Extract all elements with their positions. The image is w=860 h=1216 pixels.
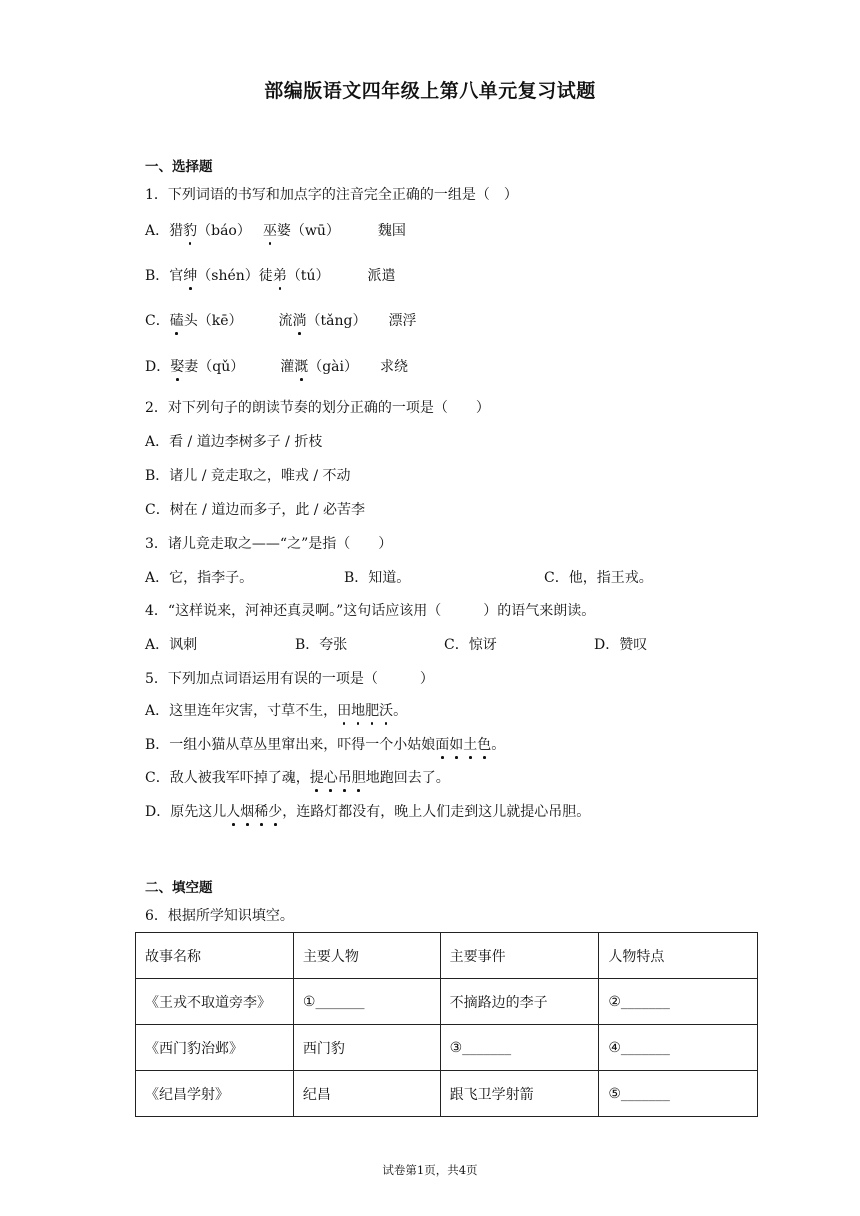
question-3-options bbox=[145, 569, 653, 587]
dotted-char: 弟 bbox=[272, 268, 287, 284]
option-text: 流 bbox=[278, 313, 293, 329]
question-5-option-c bbox=[145, 769, 450, 787]
dotted-char: 少 bbox=[268, 804, 283, 820]
option-text: 漂浮 bbox=[388, 313, 417, 329]
option-text: 。 bbox=[393, 703, 408, 719]
dotted-char: 土 bbox=[463, 737, 478, 753]
dotted-char: 田 bbox=[337, 703, 352, 719]
question-3-option-a: A．它，指李子。 bbox=[145, 570, 254, 586]
dotted-char: 面 bbox=[435, 737, 450, 753]
question-5-stem: 5．下列加点词语运用有误的一项是（ ） bbox=[145, 671, 434, 687]
question-1-option-a bbox=[145, 222, 406, 240]
table-cell: 《纪昌学射》 bbox=[136, 1071, 294, 1117]
blank-cell[interactable]: ②_______ bbox=[599, 979, 758, 1025]
dotted-phrase bbox=[310, 770, 366, 786]
question-2-option-b: B．诸儿 / 竞走取之，唯戎 / 不动 bbox=[145, 468, 351, 484]
option-text: （tǎng） bbox=[306, 313, 367, 329]
dotted-char: 磕 bbox=[169, 313, 184, 329]
dotted-char: 胆 bbox=[351, 770, 366, 786]
question-1-option-d bbox=[145, 358, 408, 376]
section-heading-choice: 一、选择题 bbox=[145, 159, 213, 175]
table-row bbox=[136, 1071, 758, 1117]
table-cell: 《西门豹治邺》 bbox=[136, 1025, 294, 1071]
dotted-char: 豹 bbox=[183, 223, 198, 239]
option-text: ，连路灯都没有，晚上人们走到这儿就提心吊胆。 bbox=[282, 804, 591, 820]
option-text: 。 bbox=[491, 737, 506, 753]
question-4-options bbox=[145, 636, 647, 654]
option-text: 妻（qǔ） bbox=[184, 359, 245, 375]
question-1-option-c bbox=[145, 312, 416, 330]
question-3-option-b: B．知道。 bbox=[344, 570, 411, 586]
question-5-option-d bbox=[145, 803, 590, 821]
option-text: （gài） bbox=[308, 359, 359, 375]
option-text: 求绕 bbox=[380, 359, 409, 375]
page-title: 部编版语文四年级上第八单元复习试题 bbox=[264, 80, 596, 102]
option-text: B．一组小猫从草丛里窜出来，吓得一个小姑娘 bbox=[145, 737, 436, 753]
question-1-option-b bbox=[145, 267, 395, 285]
table-header-cell: 人物特点 bbox=[599, 933, 758, 979]
dotted-char: 如 bbox=[449, 737, 464, 753]
option-text: D．原先这儿 bbox=[145, 804, 227, 820]
story-table bbox=[135, 932, 758, 1117]
option-text: （báo） bbox=[197, 223, 251, 239]
table-header-cell: 主要人物 bbox=[293, 933, 440, 979]
option-text: B．官 bbox=[145, 268, 184, 284]
option-text: 地跑回去了。 bbox=[365, 770, 450, 786]
question-4-option-a: A．讽刺 bbox=[145, 637, 198, 653]
table-cell: 不摘路边的李子 bbox=[440, 979, 599, 1025]
dotted-char: 色 bbox=[477, 737, 492, 753]
question-4-option-b: B．夸张 bbox=[295, 637, 348, 653]
dotted-char: 肥 bbox=[365, 703, 380, 719]
dotted-char: 巫 bbox=[262, 223, 277, 239]
question-4-option-d: D．赞叹 bbox=[594, 637, 648, 653]
dotted-char: 稀 bbox=[254, 804, 269, 820]
dotted-char: 沃 bbox=[379, 703, 394, 719]
dotted-char: 吊 bbox=[337, 770, 352, 786]
question-1-stem: 1．下列词语的书写和加点字的注音完全正确的一组是（ ） bbox=[145, 187, 518, 203]
option-text: 派遣 bbox=[367, 268, 396, 284]
question-4-stem: 4．“这样说来，河神还真灵啊。”这句话应该用（ ）的语气来朗读。 bbox=[145, 603, 596, 619]
dotted-char: 人 bbox=[226, 804, 241, 820]
question-5-option-b bbox=[145, 736, 505, 754]
page-footer: 试卷第1页，共4页 bbox=[382, 1163, 478, 1177]
option-text: （shén）徒 bbox=[197, 268, 273, 284]
question-6-stem: 6．根据所学知识填空。 bbox=[145, 908, 294, 924]
dotted-char: 地 bbox=[351, 703, 366, 719]
blank-cell[interactable]: ③_______ bbox=[440, 1025, 599, 1071]
dotted-char: 提 bbox=[309, 770, 324, 786]
dotted-char: 烟 bbox=[240, 804, 255, 820]
question-2-option-c: C．树在 / 道边而多子，此 / 必苦李 bbox=[145, 502, 365, 518]
option-text: （tú） bbox=[286, 268, 330, 284]
option-text: D． bbox=[145, 359, 171, 375]
table-cell: 《王戎不取道旁李》 bbox=[136, 979, 294, 1025]
table-row bbox=[136, 979, 758, 1025]
question-4-option-c: C．惊讶 bbox=[444, 637, 497, 653]
table-cell: 纪昌 bbox=[293, 1071, 440, 1117]
dotted-char: 溉 bbox=[294, 359, 309, 375]
option-text: A．猎 bbox=[145, 223, 184, 239]
table-header-cell: 故事名称 bbox=[136, 933, 294, 979]
table-cell: 西门豹 bbox=[293, 1025, 440, 1071]
section-heading-fill: 二、填空题 bbox=[145, 880, 213, 896]
dotted-char: 淌 bbox=[292, 313, 307, 329]
question-3-option-c: C．他，指王戎。 bbox=[544, 570, 653, 586]
dotted-char: 绅 bbox=[183, 268, 198, 284]
option-text: 婆（wū） bbox=[276, 223, 340, 239]
question-3-stem: 3．诸儿竞走取之——“之”是指（ ） bbox=[145, 536, 393, 552]
option-text: 魏国 bbox=[377, 223, 406, 239]
table-row bbox=[136, 1025, 758, 1071]
dotted-phrase bbox=[435, 737, 491, 753]
dotted-phrase bbox=[226, 804, 282, 820]
option-text: C． bbox=[145, 313, 170, 329]
question-5-option-a bbox=[145, 702, 407, 720]
blank-cell[interactable]: ⑤_______ bbox=[599, 1071, 758, 1117]
blank-cell[interactable]: ④_______ bbox=[599, 1025, 758, 1071]
option-text: 灌 bbox=[280, 359, 295, 375]
table-cell: 跟飞卫学射箭 bbox=[440, 1071, 599, 1117]
table-header-row bbox=[136, 933, 758, 979]
option-text: 头（kē） bbox=[183, 313, 243, 329]
dotted-char: 娶 bbox=[170, 359, 185, 375]
option-text: C．敌人被我军吓掉了魂， bbox=[145, 770, 310, 786]
question-2-stem: 2．对下列句子的朗读节奏的划分正确的一项是（ ） bbox=[145, 400, 490, 416]
option-text: A．这里连年灾害，寸草不生， bbox=[145, 703, 338, 719]
blank-cell[interactable]: ①_______ bbox=[293, 979, 440, 1025]
question-2-option-a: A．看 / 道边李树多子 / 折枝 bbox=[145, 434, 323, 450]
dotted-char: 心 bbox=[323, 770, 338, 786]
dotted-phrase bbox=[337, 703, 393, 719]
table-header-cell: 主要事件 bbox=[440, 933, 599, 979]
